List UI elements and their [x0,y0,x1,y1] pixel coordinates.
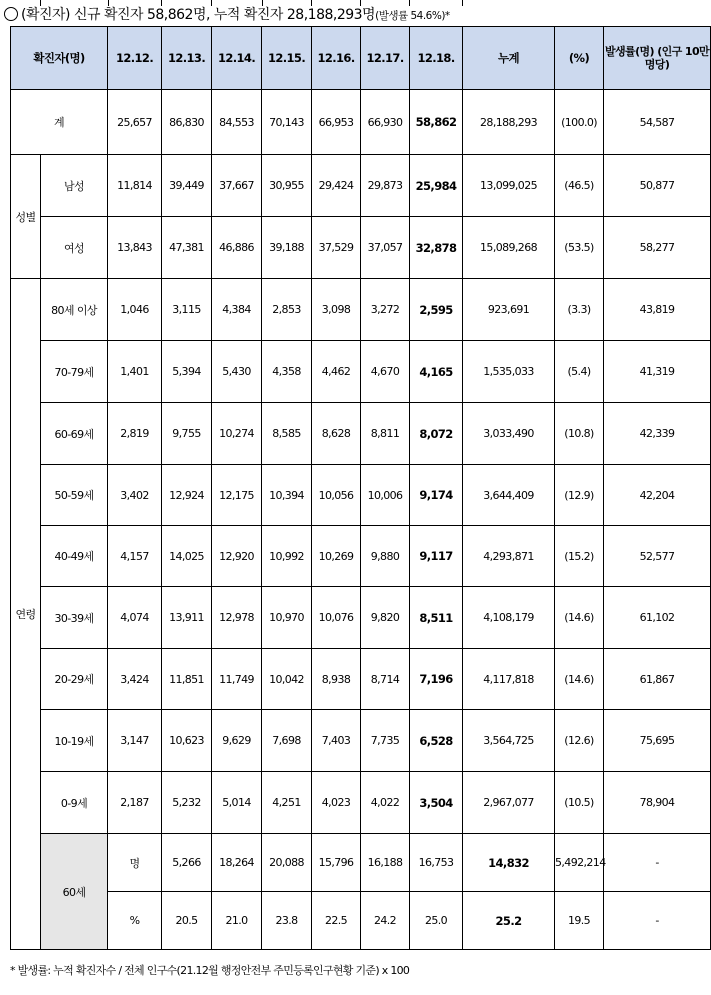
table-row [11,279,711,341]
cell: 29,873 [361,155,410,217]
table-row [11,403,711,465]
cell: 12,175 [212,465,262,526]
row-label: 10-19세 [41,710,108,772]
cell: 8,938 [312,649,361,710]
cell: 10,623 [162,710,212,772]
cell-pct: (14.6) [555,649,604,710]
cell-latest: 8,511 [410,587,463,649]
cell: 10,269 [312,526,361,587]
cell-pct: - [604,892,711,950]
table-row [11,155,711,217]
cell-latest: 7,196 [410,649,463,710]
cell: 18,264 [212,834,262,892]
cell-rate: 61,867 [604,649,711,710]
cell: 30,955 [262,155,312,217]
cell: 5,232 [162,772,212,834]
cell-pct: (3.3) [555,279,604,341]
cell: 1,046 [108,279,162,341]
row-label: 명 [108,834,162,892]
row-label: 남성 [41,155,108,217]
row-label: 40-49세 [41,526,108,587]
header-date: 12.14. [212,27,262,90]
header-date: 12.17. [361,27,410,90]
circle-bullet-icon [4,7,18,21]
cell: 5,430 [212,341,262,403]
cell-pct: (10.5) [555,772,604,834]
cell-total: 2,967,077 [463,772,555,834]
cell-rate: 54,587 [604,90,711,155]
cell-total: 4,108,179 [463,587,555,649]
cell: 4,022 [361,772,410,834]
cell: 47,381 [162,217,212,279]
cell: 13,911 [162,587,212,649]
cell-rate: 61,102 [604,587,711,649]
cell-total: 1,535,033 [463,341,555,403]
cell-latest: 8,072 [410,403,463,465]
heading-subtext: (발생률 54.6%)* [375,10,450,22]
cell: 10,274 [212,403,262,465]
cell-total: 3,644,409 [463,465,555,526]
group-label-age: 연령 [11,279,41,950]
cell-rate: 78,904 [604,772,711,834]
header-date: 12.12. [108,27,162,90]
table-row [11,834,711,892]
cell: 2,187 [108,772,162,834]
cell: 3,272 [361,279,410,341]
cell: 84,553 [212,90,262,155]
cell: 2,853 [262,279,312,341]
row-label: 30-39세 [41,587,108,649]
cell: 24.2 [361,892,410,950]
cell: 5,014 [212,772,262,834]
row-label: 20-29세 [41,649,108,710]
cell: 4,358 [262,341,312,403]
cell: 20,088 [262,834,312,892]
cell: 10,056 [312,465,361,526]
cell: 20.5 [162,892,212,950]
cell: 8,714 [361,649,410,710]
cell: 66,930 [361,90,410,155]
cell: 11,814 [108,155,162,217]
cell-rate: 75,695 [604,710,711,772]
cell-pct: (10.8) [555,403,604,465]
cell-pct: (5.4) [555,341,604,403]
cell-latest: 2,595 [410,279,463,341]
group-label-sixty-plus: 60세 [41,834,108,950]
table-row [11,465,711,526]
cell: 4,462 [312,341,361,403]
cell: 25,657 [108,90,162,155]
cell-latest: 25,984 [410,155,463,217]
cell: 23.8 [262,892,312,950]
cell: 66,953 [312,90,361,155]
cell: 3,115 [162,279,212,341]
cell: 7,735 [361,710,410,772]
cell-latest: 58,862 [410,90,463,155]
cell: 16,188 [361,834,410,892]
header-rate: 발생률(명) (인구 10만명당) [604,27,711,90]
cell-pct: (46.5) [555,155,604,217]
row-label: 80세 이상 [41,279,108,341]
cell: 22.5 [312,892,361,950]
table-row [11,341,711,403]
cell: 5,266 [162,834,212,892]
cell: 70,143 [262,90,312,155]
table-row [11,649,711,710]
cell-total: 4,117,818 [463,649,555,710]
cell-pct: - [604,834,711,892]
row-label: 계 [11,90,108,155]
heading-text: (확진자) 신규 확진자 58,862명, 누적 확진자 28,188,293명 [21,7,376,23]
row-label: 60-69세 [41,403,108,465]
cell: 1,401 [108,341,162,403]
cell: 11,749 [212,649,262,710]
cell: 25.0 [410,892,463,950]
header-date: 12.16. [312,27,361,90]
cell-total: 28,188,293 [463,90,555,155]
cell: 7,698 [262,710,312,772]
cell: 37,667 [212,155,262,217]
cell: 10,006 [361,465,410,526]
cell: 10,970 [262,587,312,649]
cell: 8,628 [312,403,361,465]
section-heading [4,5,450,25]
cell: 39,188 [262,217,312,279]
table-row [11,892,711,950]
cell: 4,670 [361,341,410,403]
cell-pct: (14.6) [555,587,604,649]
cell-pct: (15.2) [555,526,604,587]
table-row [11,90,711,155]
cell-total: 3,033,490 [463,403,555,465]
cell: 3,098 [312,279,361,341]
cell-total: 923,691 [463,279,555,341]
cell: 10,076 [312,587,361,649]
cell-latest: 14,832 [463,834,555,892]
cell-pct: (12.9) [555,465,604,526]
cell-total: 3,564,725 [463,710,555,772]
cell-latest: 4,165 [410,341,463,403]
row-label: 50-59세 [41,465,108,526]
row-label: 여성 [41,217,108,279]
group-label-sex: 성별 [11,155,41,279]
cell: 46,886 [212,217,262,279]
row-label: 0-9세 [41,772,108,834]
cell: 16,753 [410,834,463,892]
cell: 12,924 [162,465,212,526]
cell: 9,820 [361,587,410,649]
cell: 15,796 [312,834,361,892]
cell: 37,529 [312,217,361,279]
header-date: 12.13. [162,27,212,90]
cell: 12,978 [212,587,262,649]
cell: 10,394 [262,465,312,526]
cell: 10,992 [262,526,312,587]
table-row [11,526,711,587]
cell-rate: 42,339 [604,403,711,465]
cell: 8,585 [262,403,312,465]
cell: 9,755 [162,403,212,465]
cell: 3,147 [108,710,162,772]
table-row [11,710,711,772]
cell-rate: 50,877 [604,155,711,217]
cell-total: 5,492,214 [555,834,604,892]
cell-rate: 58,277 [604,217,711,279]
header-corner: 확진자(명) [11,27,108,90]
cell-latest: 25.2 [463,892,555,950]
cell: 5,394 [162,341,212,403]
table-row [11,587,711,649]
footnote: * 발생률: 누적 확진자수 / 전체 인구수(21.12월 행정안전부 주민등록인구현황 기준) x 100 [10,964,410,977]
cell-pct: (53.5) [555,217,604,279]
cell: 12,920 [212,526,262,587]
cell-rate: 43,819 [604,279,711,341]
cell: 14,025 [162,526,212,587]
cell: 13,843 [108,217,162,279]
cell-total: 19.5 [555,892,604,950]
row-label: 70-79세 [41,341,108,403]
cell: 10,042 [262,649,312,710]
cell: 9,880 [361,526,410,587]
cell-latest: 9,117 [410,526,463,587]
cell: 4,074 [108,587,162,649]
cell-latest: 9,174 [410,465,463,526]
header-date: 12.15. [262,27,312,90]
header-date: 12.18. [410,27,463,90]
cell: 11,851 [162,649,212,710]
cell: 4,157 [108,526,162,587]
cell-total: 13,099,025 [463,155,555,217]
cell-pct: (12.6) [555,710,604,772]
cell: 7,403 [312,710,361,772]
table-row [11,217,711,279]
header-total: 누계 [463,27,555,90]
table-row [11,772,711,834]
confirmed-cases-table [10,26,711,950]
cell: 39,449 [162,155,212,217]
cell: 2,819 [108,403,162,465]
cell: 4,023 [312,772,361,834]
cell: 3,402 [108,465,162,526]
cell: 29,424 [312,155,361,217]
cell: 4,384 [212,279,262,341]
cell-rate: 42,204 [604,465,711,526]
cell-latest: 6,528 [410,710,463,772]
cell: 37,057 [361,217,410,279]
cell-rate: 41,319 [604,341,711,403]
cell: 8,811 [361,403,410,465]
cell-rate: 52,577 [604,526,711,587]
cell-pct: (100.0) [555,90,604,155]
cell: 86,830 [162,90,212,155]
row-label: % [108,892,162,950]
cell-latest: 3,504 [410,772,463,834]
cell: 9,629 [212,710,262,772]
cell: 21.0 [212,892,262,950]
cell-total: 4,293,871 [463,526,555,587]
cell: 3,424 [108,649,162,710]
cell-latest: 32,878 [410,217,463,279]
cell: 4,251 [262,772,312,834]
cell-total: 15,089,268 [463,217,555,279]
table-header-row [11,27,711,90]
header-pct: (%) [555,27,604,90]
